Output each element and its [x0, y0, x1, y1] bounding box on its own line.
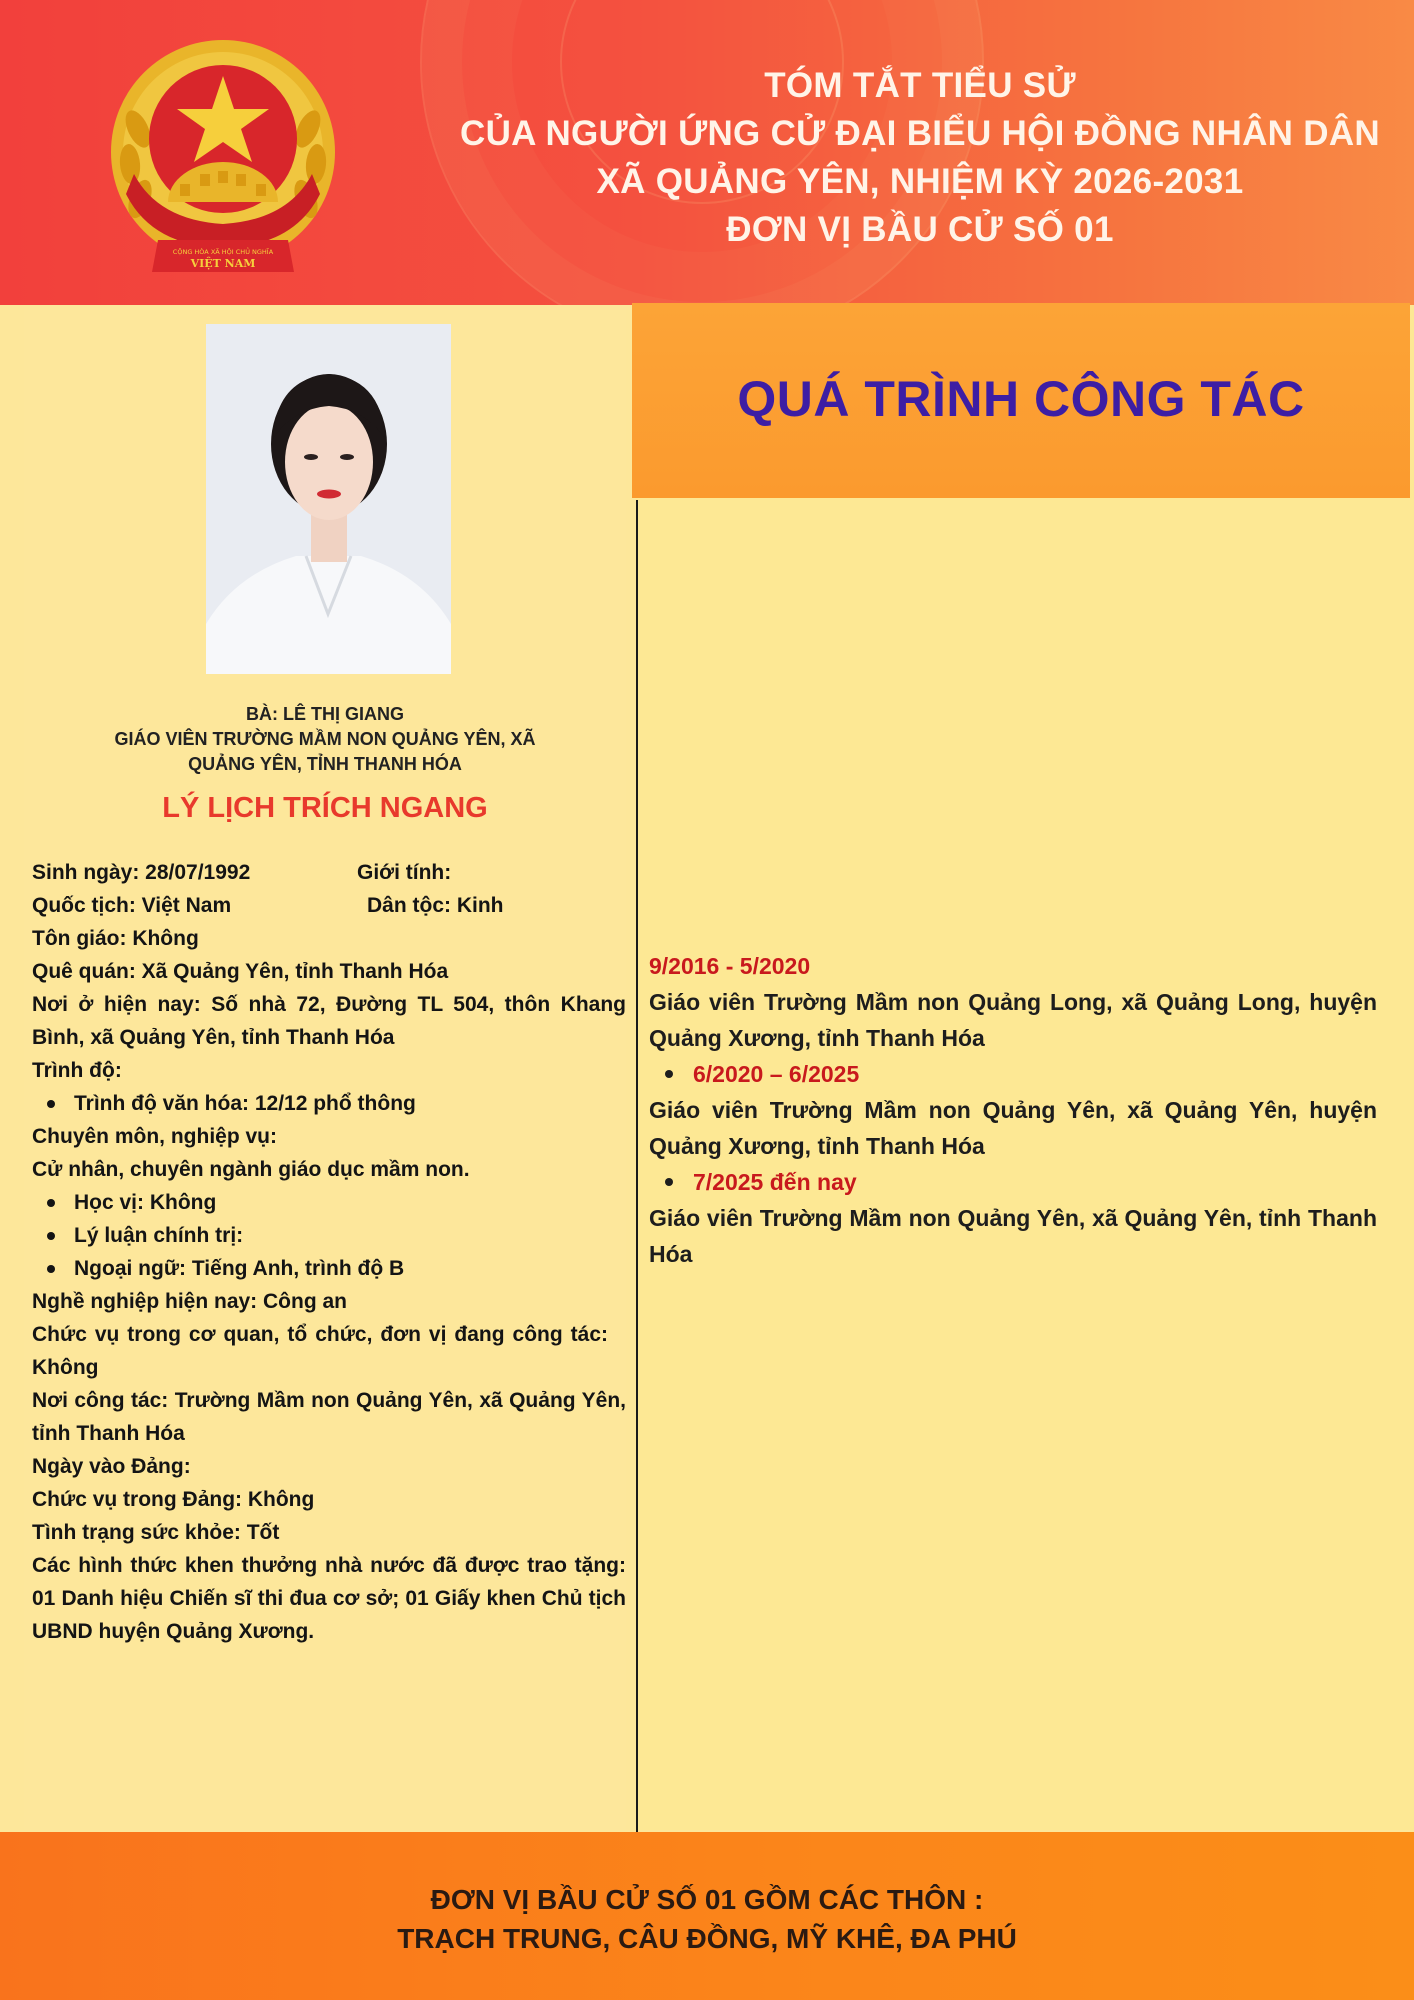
svg-text:VIỆT NAM: VIỆT NAM [190, 257, 256, 270]
career-description: Giáo viên Trường Mầm non Quảng Yên, xã Quảng Yên, huyện Quảng Xương, tỉnh Thanh Hóa [649, 1097, 1377, 1159]
candidate-name: BÀ: LÊ THỊ GIANG [246, 704, 404, 724]
gender: Giới tính: [357, 861, 452, 884]
title-line-3: XÃ QUẢNG YÊN, NHIỆM KỲ 2026-2031 [596, 162, 1244, 201]
footer-line-1: ĐƠN VỊ BẦU CỬ SỐ 01 GỒM CÁC THÔN : [430, 1884, 984, 1915]
general-education: Trình độ văn hóa: 12/12 phổ thông [32, 1087, 626, 1120]
occupation: Nghề nghiệp hiện nay: Công an [32, 1290, 347, 1313]
party-position: Chức vụ trong Đảng: Không [32, 1488, 315, 1511]
career-period: 7/2025 đến nay [649, 1164, 1377, 1200]
candidate-job-line-1: GIÁO VIÊN TRƯỜNG MẦM NON QUẢNG YÊN, XÃ [114, 729, 536, 749]
residence: Nơi ở hiện nay: Số nhà 72, Đường TL 504, thôn Khang Bình, xã Quảng Yên, tỉnh Thanh Hóa [32, 993, 626, 1049]
career-period: 9/2016 - 5/2020 [649, 953, 811, 979]
document-title [420, 62, 1414, 254]
svg-text:CỘNG HÒA XÃ HỘI CHỦ NGHĨA: CỘNG HÒA XÃ HỘI CHỦ NGHĨA [172, 248, 274, 256]
candidate-job-line-2: QUẢNG YÊN, TỈNH THANH HÓA [188, 754, 462, 774]
political-theory: Lý luận chính trị: [32, 1219, 626, 1252]
hometown: Quê quán: Xã Quảng Yên, tỉnh Thanh Hóa [32, 960, 449, 983]
degree: Học vị: Không [32, 1186, 626, 1219]
awards: Các hình thức khen thưởng nhà nước đã được trao tặng: 01 Danh hiệu Chiến sĩ thi đua cơ sở; 01 Giấy khen Chủ tịch UBND huyện Quảng Xương. [32, 1554, 626, 1643]
birth-date: Sinh ngày: 28/07/1992 [32, 861, 251, 884]
career-description: Giáo viên Trường Mầm non Quảng Yên, xã Quảng Yên, tỉnh Thanh Hóa [649, 1205, 1377, 1267]
workplace: Nơi công tác: Trường Mầm non Quảng Yên, xã Quảng Yên, tỉnh Thanh Hóa [32, 1389, 626, 1445]
title-line-2: CỦA NGƯỜI ỨNG CỬ ĐẠI BIỂU HỘI ĐỒNG NHÂN DÂN [460, 114, 1380, 153]
section-title-biography: LÝ LỊCH TRÍCH NGANG [162, 792, 488, 824]
party-date: Ngày vào Đảng: [32, 1455, 191, 1478]
career-history [649, 948, 1377, 1272]
national-emblem-icon [98, 34, 348, 286]
candidate-photo [206, 324, 451, 674]
section-title-career: QUÁ TRÌNH CÔNG TÁC [737, 371, 1305, 427]
column-divider [636, 500, 638, 1832]
biography-details [32, 856, 626, 1648]
constituency-villages [0, 1880, 1414, 1958]
footer-line-2: TRẠCH TRUNG, CÂU ĐỒNG, MỸ KHÊ, ĐA PHÚ [397, 1923, 1017, 1954]
foreign-language: Ngoại ngữ: Tiếng Anh, trình độ B [32, 1252, 626, 1285]
career-description: Giáo viên Trường Mầm non Quảng Long, xã Quảng Long, huyện Quảng Xương, tỉnh Thanh Hóa [649, 989, 1377, 1051]
health: Tình trạng sức khỏe: Tốt [32, 1521, 280, 1544]
position: Chức vụ trong cơ quan, tổ chức, đơn vị đang công tác: Không [32, 1323, 608, 1379]
specialty-label: Chuyên môn, nghiệp vụ: [32, 1125, 277, 1148]
candidate-heading [40, 702, 610, 777]
religion: Tôn giáo: Không [32, 927, 199, 950]
title-line-4: ĐƠN VỊ BẦU CỬ SỐ 01 [726, 210, 1114, 249]
title-line-1: TÓM TẮT TIỂU SỬ [764, 66, 1076, 105]
career-period: 6/2020 – 6/2025 [649, 1056, 1377, 1092]
ethnicity: Dân tộc: Kinh [367, 894, 504, 917]
education-label: Trình độ: [32, 1059, 122, 1082]
specialty: Cử nhân, chuyên ngành giáo dục mầm non. [32, 1158, 470, 1181]
nationality: Quốc tịch: Việt Nam [32, 894, 232, 917]
